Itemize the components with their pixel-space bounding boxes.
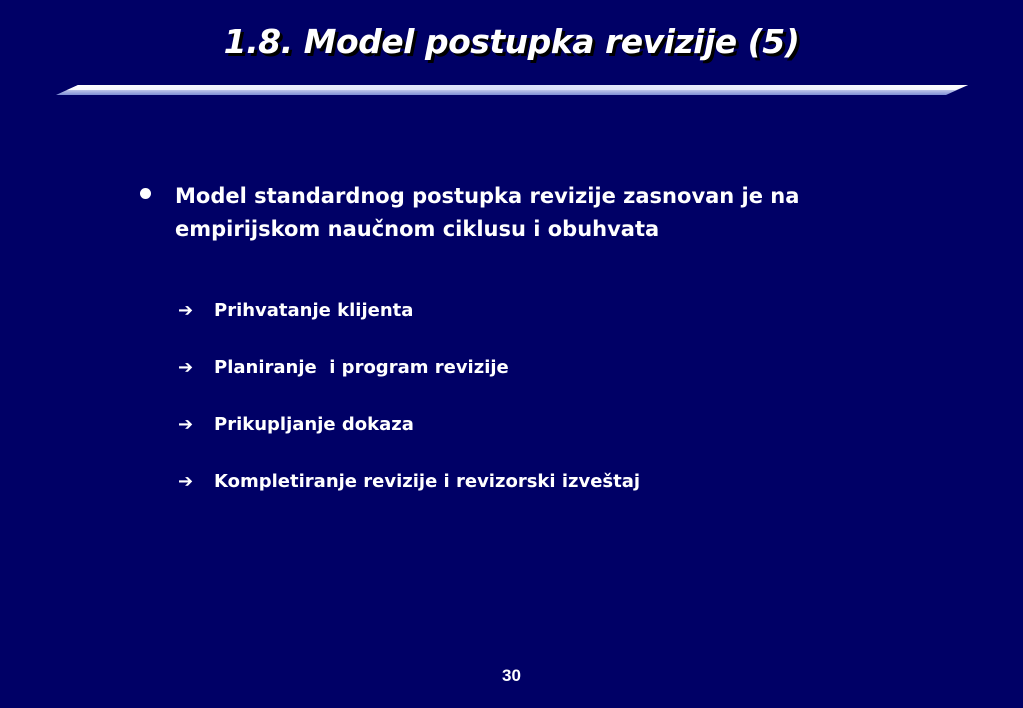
sub-item: [178, 410, 878, 467]
sub-item: [178, 467, 878, 524]
bullet-dot-icon: [140, 188, 151, 199]
main-bullet-text: Model standardnog postupka revizije zasnovan je na empirijskom naučnom ciklusu i obuhvata: [175, 184, 800, 241]
arrow-right-icon: ➔: [178, 471, 194, 492]
sub-item-text: Prikupljanje dokaza: [214, 414, 414, 435]
page-number: 30: [502, 666, 521, 685]
sub-item: [178, 353, 878, 410]
title-underline: [56, 85, 968, 95]
sub-item: [178, 296, 878, 353]
arrow-right-icon: ➔: [178, 300, 194, 321]
arrow-right-icon: ➔: [178, 414, 194, 435]
slide-title: 1.8. Model postupka revizije (5): [223, 22, 800, 61]
sub-list: [178, 296, 878, 524]
main-bullet: [140, 180, 900, 246]
arrow-right-icon: ➔: [178, 357, 194, 378]
sub-item-text: Prihvatanje klijenta: [214, 300, 414, 321]
sub-item-text: Planiranje i program revizije: [214, 357, 509, 378]
sub-item-text: Kompletiranje revizije i revizorski izveštaj: [214, 471, 641, 492]
